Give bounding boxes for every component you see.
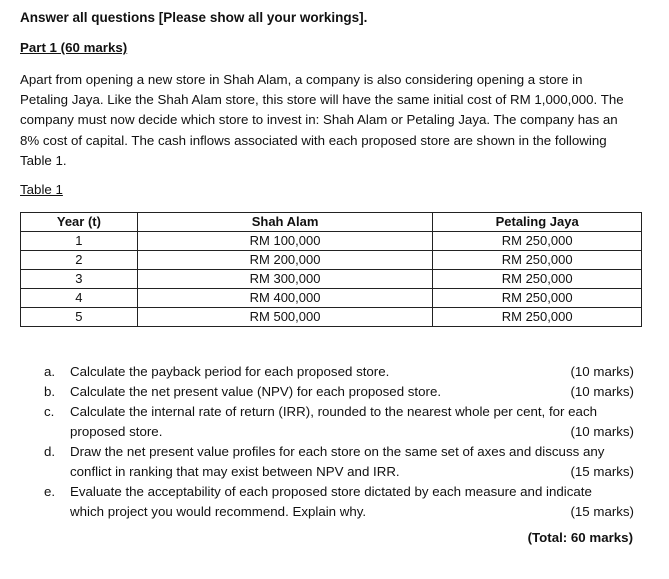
table-header-row <box>21 213 642 232</box>
header-shah-alam: Shah Alam <box>137 213 432 232</box>
table-row <box>21 232 642 251</box>
question-letter: a. <box>44 364 56 379</box>
question-list <box>44 362 634 522</box>
cash-inflow-table <box>20 212 642 327</box>
question-text-cont: conflict in ranking that may exist between NPV and IRR. <box>70 464 400 479</box>
cell-petaling-jaya: RM 250,000 <box>433 289 642 308</box>
cell-shah-alam: RM 300,000 <box>137 270 432 289</box>
question-text: Draw the net present value profiles for each store on the same set of axes and discuss any <box>70 444 605 459</box>
question-text: Calculate the internal rate of return (IRR), rounded to the nearest whole per cent, for each <box>70 404 597 419</box>
header-year: Year (t) <box>21 213 138 232</box>
cell-shah-alam: RM 200,000 <box>137 251 432 270</box>
header-petaling-jaya: Petaling Jaya <box>433 213 642 232</box>
cell-petaling-jaya: RM 250,000 <box>433 251 642 270</box>
question-b <box>44 382 634 402</box>
question-a <box>44 362 634 382</box>
question-e <box>44 482 634 522</box>
total-marks: (Total: 60 marks) <box>527 530 633 545</box>
question-marks: (10 marks) <box>570 424 634 439</box>
table-row <box>21 251 642 270</box>
cell-year: 1 <box>21 232 138 251</box>
cell-petaling-jaya: RM 250,000 <box>433 270 642 289</box>
cell-shah-alam: RM 400,000 <box>137 289 432 308</box>
question-text: Calculate the payback period for each proposed store. <box>70 364 390 379</box>
question-letter: c. <box>44 404 55 419</box>
question-letter: e. <box>44 484 56 499</box>
question-text-cont: which project you would recommend. Explain why. <box>70 504 367 519</box>
table-row <box>21 289 642 308</box>
table-row <box>21 270 642 289</box>
cell-year: 5 <box>21 308 138 327</box>
question-text: Calculate the net present value (NPV) for each proposed store. <box>70 384 442 399</box>
question-d <box>44 442 634 482</box>
question-letter: d. <box>44 444 56 459</box>
table-row <box>21 308 642 327</box>
part-title: Part 1 (60 marks) <box>20 40 128 55</box>
cell-shah-alam: RM 100,000 <box>137 232 432 251</box>
table-label: Table 1 <box>20 182 63 197</box>
cell-shah-alam: RM 500,000 <box>137 308 432 327</box>
question-marks: (10 marks) <box>570 384 634 399</box>
question-marks: (15 marks) <box>570 464 634 479</box>
cell-year: 4 <box>21 289 138 308</box>
intro-paragraph: Apart from opening a new store in Shah Alam, a company is also considering opening a store in Petaling Jaya. Like the Shah Alam store, this store will have the same initial cost of RM 1,000,000. The company must now decide which store to invest in: Shah Alam or Petaling Jaya. The company has an 8% cost of capital. The cash inflows associated with each proposed store are shown in the following Table 1. <box>20 72 624 168</box>
cell-year: 2 <box>21 251 138 270</box>
instruction-heading: Answer all questions [Please show all your workings]. <box>20 10 368 25</box>
question-letter: b. <box>44 384 56 399</box>
question-text-cont: proposed store. <box>70 424 163 439</box>
cell-petaling-jaya: RM 250,000 <box>433 308 642 327</box>
question-marks: (10 marks) <box>570 364 634 379</box>
question-marks: (15 marks) <box>570 504 634 519</box>
cell-year: 3 <box>21 270 138 289</box>
cell-petaling-jaya: RM 250,000 <box>433 232 642 251</box>
question-text: Evaluate the acceptability of each proposed store dictated by each measure and indicate <box>70 484 592 499</box>
question-c <box>44 402 634 442</box>
